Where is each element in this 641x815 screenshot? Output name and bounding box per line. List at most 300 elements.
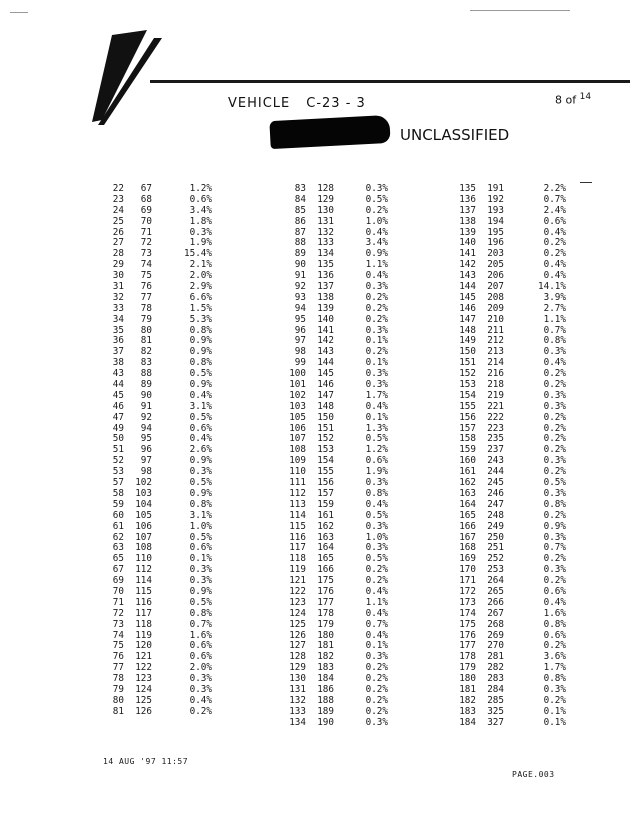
- row-index: 107: [289, 433, 306, 445]
- row-index: 176: [459, 629, 476, 641]
- row-code: 107: [135, 531, 152, 543]
- row-percent: 0.5%: [365, 509, 388, 521]
- row-index: 130: [289, 673, 306, 685]
- row-code: 146: [317, 379, 334, 391]
- row-percent: 1.1%: [365, 259, 388, 271]
- row-code: 140: [317, 313, 334, 325]
- row-percent: 0.2%: [365, 683, 388, 695]
- row-percent: 0.1%: [365, 335, 388, 347]
- row-code: 67: [140, 183, 152, 194]
- row-percent: 0.2%: [543, 575, 566, 587]
- row-code: 265: [487, 585, 504, 597]
- row-code: 74: [140, 259, 152, 271]
- row-percent: 0.3%: [543, 531, 566, 543]
- row-index: 89: [294, 248, 306, 260]
- row-index: 112: [289, 487, 306, 499]
- row-percent: 6.6%: [189, 291, 212, 303]
- row-percent: 0.3%: [365, 542, 388, 554]
- row-percent: 0.9%: [543, 520, 566, 532]
- row-code: 195: [487, 226, 504, 238]
- row-index: 135: [459, 183, 476, 194]
- row-code: 165: [317, 553, 334, 565]
- row-code: 92: [140, 411, 152, 423]
- row-percent: 0.2%: [543, 509, 566, 521]
- row-code: 269: [487, 629, 504, 641]
- row-percent: 0.8%: [189, 607, 212, 619]
- row-index: 87: [294, 226, 306, 238]
- row-code: 156: [317, 477, 334, 489]
- row-percent: 0.9%: [365, 248, 388, 260]
- row-percent: 0.1%: [365, 357, 388, 369]
- row-index: 29: [112, 259, 124, 271]
- row-code: 206: [487, 270, 504, 282]
- row-code: 176: [317, 585, 334, 597]
- row-index: 38: [112, 357, 124, 369]
- row-index: 102: [289, 389, 306, 401]
- row-code: 151: [317, 422, 334, 434]
- row-index: 152: [459, 368, 476, 380]
- row-index: 156: [459, 411, 476, 423]
- row-code: 253: [487, 564, 504, 576]
- row-index: 134: [289, 716, 306, 728]
- row-code: 70: [140, 215, 152, 227]
- row-index: 173: [459, 596, 476, 608]
- row-index: 30: [112, 270, 124, 282]
- row-code: 264: [487, 575, 504, 587]
- row-code: 282: [487, 662, 504, 674]
- row-percent: 0.6%: [189, 542, 212, 554]
- fax-timestamp: 14 AUG '97 11:57: [103, 757, 189, 766]
- row-index: 178: [459, 651, 476, 663]
- row-code: 106: [135, 520, 152, 532]
- row-percent: 0.6%: [189, 640, 212, 652]
- row-code: 125: [135, 694, 152, 706]
- row-percent: 0.2%: [365, 313, 388, 325]
- row-code: 136: [317, 270, 334, 282]
- row-code: 128: [317, 183, 334, 194]
- row-code: 214: [487, 357, 504, 369]
- row-percent: 3.9%: [543, 291, 566, 303]
- row-code: 115: [135, 585, 152, 597]
- row-code: 163: [317, 531, 334, 543]
- row-index: 136: [459, 193, 476, 205]
- row-index: 51: [112, 444, 124, 456]
- row-index: 99: [294, 357, 306, 369]
- row-index: 149: [459, 335, 476, 347]
- row-code: 250: [487, 531, 504, 543]
- row-index: 174: [459, 607, 476, 619]
- row-code: 180: [317, 629, 334, 641]
- row-percent: 0.4%: [365, 607, 388, 619]
- row-index: 91: [294, 270, 306, 282]
- row-code: 72: [140, 237, 152, 249]
- row-percent: 1.0%: [365, 531, 388, 543]
- row-percent: 0.9%: [189, 335, 212, 347]
- row-index: 36: [112, 335, 124, 347]
- row-code: 179: [317, 618, 334, 630]
- row-index: 183: [459, 705, 476, 717]
- row-index: 168: [459, 542, 476, 554]
- row-percent: 1.2%: [365, 444, 388, 456]
- row-percent: 0.2%: [543, 553, 566, 565]
- row-percent: 0.2%: [365, 204, 388, 216]
- row-index: 47: [112, 411, 124, 423]
- row-percent: 0.2%: [543, 248, 566, 260]
- row-index: 111: [289, 477, 306, 489]
- row-percent: 2.1%: [189, 259, 212, 271]
- row-index: 94: [294, 302, 306, 314]
- row-code: 139: [317, 302, 334, 314]
- row-percent: 0.9%: [189, 585, 212, 597]
- row-percent: 0.5%: [365, 433, 388, 445]
- row-index: 158: [459, 433, 476, 445]
- row-percent: 5.3%: [189, 313, 212, 325]
- row-index: 125: [289, 618, 306, 630]
- row-index: 145: [459, 291, 476, 303]
- row-code: 251: [487, 542, 504, 554]
- row-code: 181: [317, 640, 334, 652]
- row-code: 119: [135, 629, 152, 641]
- row-code: 325: [487, 705, 504, 717]
- row-index: 115: [289, 520, 306, 532]
- row-code: 223: [487, 422, 504, 434]
- row-code: 270: [487, 640, 504, 652]
- row-percent: 0.9%: [189, 346, 212, 358]
- row-index: 117: [289, 542, 306, 554]
- row-code: 116: [135, 596, 152, 608]
- row-index: 159: [459, 444, 476, 456]
- row-index: 170: [459, 564, 476, 576]
- row-percent: 0.9%: [189, 379, 212, 391]
- row-index: 79: [112, 683, 124, 695]
- row-code: 133: [317, 237, 334, 249]
- row-code: 73: [140, 248, 152, 260]
- row-code: 154: [317, 455, 334, 467]
- row-code: 118: [135, 618, 152, 630]
- row-index: 27: [112, 237, 124, 249]
- row-code: 68: [140, 193, 152, 205]
- row-percent: 0.1%: [543, 716, 566, 728]
- row-index: 106: [289, 422, 306, 434]
- row-index: 151: [459, 357, 476, 369]
- row-percent: 0.6%: [189, 193, 212, 205]
- row-index: 49: [112, 422, 124, 434]
- row-percent: 0.7%: [365, 618, 388, 630]
- row-index: 78: [112, 673, 124, 685]
- row-code: 98: [140, 466, 152, 478]
- row-percent: 1.7%: [543, 662, 566, 674]
- row-percent: 0.1%: [189, 553, 212, 565]
- row-percent: 0.4%: [365, 270, 388, 282]
- row-percent: 1.0%: [189, 520, 212, 532]
- row-percent: 0.6%: [543, 215, 566, 227]
- row-percent: 0.3%: [543, 487, 566, 499]
- vehicle-label: VEHICLE: [228, 96, 291, 111]
- row-code: 166: [317, 564, 334, 576]
- row-index: 57: [112, 477, 124, 489]
- row-code: 129: [317, 193, 334, 205]
- row-code: 266: [487, 596, 504, 608]
- vehicle-id: C-23 - 3: [306, 96, 366, 111]
- row-index: 105: [289, 411, 306, 423]
- row-code: 281: [487, 651, 504, 663]
- row-code: 102: [135, 477, 152, 489]
- row-code: 152: [317, 433, 334, 445]
- row-index: 133: [289, 705, 306, 717]
- row-code: 196: [487, 237, 504, 249]
- row-percent: 1.9%: [189, 237, 212, 249]
- row-index: 97: [294, 335, 306, 347]
- row-code: 192: [487, 193, 504, 205]
- row-code: 161: [317, 509, 334, 521]
- row-code: 248: [487, 509, 504, 521]
- row-percent: 0.5%: [189, 411, 212, 423]
- row-code: 268: [487, 618, 504, 630]
- row-code: 186: [317, 683, 334, 695]
- row-percent: 0.4%: [189, 433, 212, 445]
- row-index: 103: [289, 400, 306, 412]
- row-index: 163: [459, 487, 476, 499]
- row-code: 96: [140, 444, 152, 456]
- row-code: 79: [140, 313, 152, 325]
- row-code: 123: [135, 673, 152, 685]
- row-code: 120: [135, 640, 152, 652]
- row-index: 52: [112, 455, 124, 467]
- row-index: 146: [459, 302, 476, 314]
- row-code: 130: [317, 204, 334, 216]
- row-code: 249: [487, 520, 504, 532]
- row-index: 95: [294, 313, 306, 325]
- row-index: 177: [459, 640, 476, 652]
- row-code: 138: [317, 291, 334, 303]
- row-code: 117: [135, 607, 152, 619]
- row-percent: 0.5%: [365, 193, 388, 205]
- row-percent: 0.6%: [365, 455, 388, 467]
- row-code: 188: [317, 694, 334, 706]
- row-index: 162: [459, 477, 476, 489]
- row-code: 105: [135, 509, 152, 521]
- row-code: 137: [317, 281, 334, 293]
- row-index: 116: [289, 531, 306, 543]
- row-index: 35: [112, 324, 124, 336]
- row-percent: 1.7%: [365, 389, 388, 401]
- row-index: 62: [112, 531, 124, 543]
- row-index: 45: [112, 389, 124, 401]
- row-code: 191: [487, 183, 504, 194]
- row-percent: 0.7%: [543, 193, 566, 205]
- row-code: 121: [135, 651, 152, 663]
- row-index: 121: [289, 575, 306, 587]
- row-percent: 2.7%: [543, 302, 566, 314]
- row-code: 207: [487, 281, 504, 293]
- row-code: 83: [140, 357, 152, 369]
- row-percent: 0.8%: [365, 487, 388, 499]
- row-percent: 0.2%: [543, 694, 566, 706]
- row-code: 327: [487, 716, 504, 728]
- row-percent: 0.8%: [543, 618, 566, 630]
- row-index: 96: [294, 324, 306, 336]
- row-code: 112: [135, 564, 152, 576]
- row-percent: 0.3%: [365, 716, 388, 728]
- row-percent: 0.4%: [543, 357, 566, 369]
- row-code: 218: [487, 379, 504, 391]
- row-percent: 0.2%: [543, 640, 566, 652]
- scan-artifact-line: [10, 12, 28, 13]
- row-index: 113: [289, 498, 306, 510]
- row-code: 135: [317, 259, 334, 271]
- row-code: 284: [487, 683, 504, 695]
- row-index: 129: [289, 662, 306, 674]
- row-code: 222: [487, 411, 504, 423]
- row-percent: 0.2%: [365, 291, 388, 303]
- row-index: 86: [294, 215, 306, 227]
- row-code: 211: [487, 324, 504, 336]
- row-index: 167: [459, 531, 476, 543]
- row-code: 88: [140, 368, 152, 380]
- row-index: 118: [289, 553, 306, 565]
- row-code: 126: [135, 705, 152, 717]
- row-percent: 0.2%: [543, 466, 566, 478]
- row-percent: 0.4%: [543, 596, 566, 608]
- row-code: 182: [317, 651, 334, 663]
- row-percent: 0.2%: [543, 444, 566, 456]
- row-code: 142: [317, 335, 334, 347]
- row-index: 80: [112, 694, 124, 706]
- row-percent: 0.9%: [189, 487, 212, 499]
- row-percent: 0.4%: [543, 259, 566, 271]
- row-index: 155: [459, 400, 476, 412]
- row-index: 138: [459, 215, 476, 227]
- row-index: 50: [112, 433, 124, 445]
- row-code: 90: [140, 389, 152, 401]
- row-index: 85: [294, 204, 306, 216]
- row-code: 183: [317, 662, 334, 674]
- row-percent: 0.3%: [543, 683, 566, 695]
- row-percent: 0.4%: [365, 498, 388, 510]
- row-index: 109: [289, 455, 306, 467]
- row-percent: 0.3%: [365, 379, 388, 391]
- row-percent: 0.3%: [189, 683, 212, 695]
- row-percent: 0.8%: [543, 673, 566, 685]
- page-stamp: PAGE.003: [512, 770, 555, 779]
- row-index: 182: [459, 694, 476, 706]
- row-code: 82: [140, 346, 152, 358]
- row-code: 184: [317, 673, 334, 685]
- row-percent: 0.4%: [543, 226, 566, 238]
- row-percent: 3.6%: [543, 651, 566, 663]
- row-code: 203: [487, 248, 504, 260]
- row-percent: 0.4%: [543, 270, 566, 282]
- row-index: 132: [289, 694, 306, 706]
- row-index: 22: [112, 183, 124, 194]
- row-percent: 0.2%: [365, 694, 388, 706]
- row-code: 190: [317, 716, 334, 728]
- row-percent: 0.3%: [365, 477, 388, 489]
- row-index: 98: [294, 346, 306, 358]
- row-index: 153: [459, 379, 476, 391]
- row-percent: 3.1%: [189, 509, 212, 521]
- row-index: 148: [459, 324, 476, 336]
- row-index: 171: [459, 575, 476, 587]
- row-index: 44: [112, 379, 124, 391]
- row-code: 134: [317, 248, 334, 260]
- row-code: 122: [135, 662, 152, 674]
- row-percent: 0.2%: [543, 411, 566, 423]
- row-code: 89: [140, 379, 152, 391]
- row-code: 209: [487, 302, 504, 314]
- row-index: 143: [459, 270, 476, 282]
- classification-marking: UNCLASSIFIED: [400, 126, 510, 144]
- row-code: 77: [140, 291, 152, 303]
- row-index: 181: [459, 683, 476, 695]
- row-percent: 0.2%: [365, 564, 388, 576]
- row-index: 75: [112, 640, 124, 652]
- row-index: 179: [459, 662, 476, 674]
- row-code: 178: [317, 607, 334, 619]
- row-percent: 0.3%: [365, 520, 388, 532]
- row-code: 150: [317, 411, 334, 423]
- row-percent: 0.3%: [189, 564, 212, 576]
- row-index: 24: [112, 204, 124, 216]
- row-code: 71: [140, 226, 152, 238]
- row-percent: 0.5%: [189, 368, 212, 380]
- row-index: 131: [289, 683, 306, 695]
- diagonal-slash-logo: [92, 30, 182, 125]
- vehicle-heading: [228, 96, 366, 111]
- row-index: 76: [112, 651, 124, 663]
- row-code: 157: [317, 487, 334, 499]
- row-percent: 0.3%: [543, 346, 566, 358]
- row-index: 101: [289, 379, 306, 391]
- row-percent: 2.6%: [189, 444, 212, 456]
- row-index: 157: [459, 422, 476, 434]
- row-code: 110: [135, 553, 152, 565]
- row-percent: 0.6%: [189, 651, 212, 663]
- row-code: 132: [317, 226, 334, 238]
- row-index: 114: [289, 509, 306, 521]
- row-percent: 0.5%: [189, 596, 212, 608]
- row-percent: 0.6%: [543, 585, 566, 597]
- row-code: 103: [135, 487, 152, 499]
- row-index: 84: [294, 193, 306, 205]
- row-index: 110: [289, 466, 306, 478]
- row-percent: 0.2%: [543, 237, 566, 249]
- row-index: 71: [112, 596, 124, 608]
- row-code: 285: [487, 694, 504, 706]
- row-code: 246: [487, 487, 504, 499]
- row-index: 137: [459, 204, 476, 216]
- row-index: 124: [289, 607, 306, 619]
- row-code: 95: [140, 433, 152, 445]
- row-percent: 0.2%: [543, 422, 566, 434]
- row-code: 194: [487, 215, 504, 227]
- row-percent: 0.5%: [189, 477, 212, 489]
- row-percent: 0.5%: [189, 531, 212, 543]
- row-code: 145: [317, 368, 334, 380]
- row-percent: 15.4%: [184, 248, 212, 260]
- row-index: 83: [294, 183, 306, 194]
- row-percent: 1.0%: [365, 215, 388, 227]
- row-index: 69: [112, 575, 124, 587]
- row-code: 243: [487, 455, 504, 467]
- row-percent: 0.8%: [543, 335, 566, 347]
- row-percent: 14.1%: [538, 281, 566, 293]
- row-code: 124: [135, 683, 152, 695]
- row-percent: 0.3%: [189, 466, 212, 478]
- row-index: 63: [112, 542, 124, 554]
- row-index: 43: [112, 368, 124, 380]
- row-code: 283: [487, 673, 504, 685]
